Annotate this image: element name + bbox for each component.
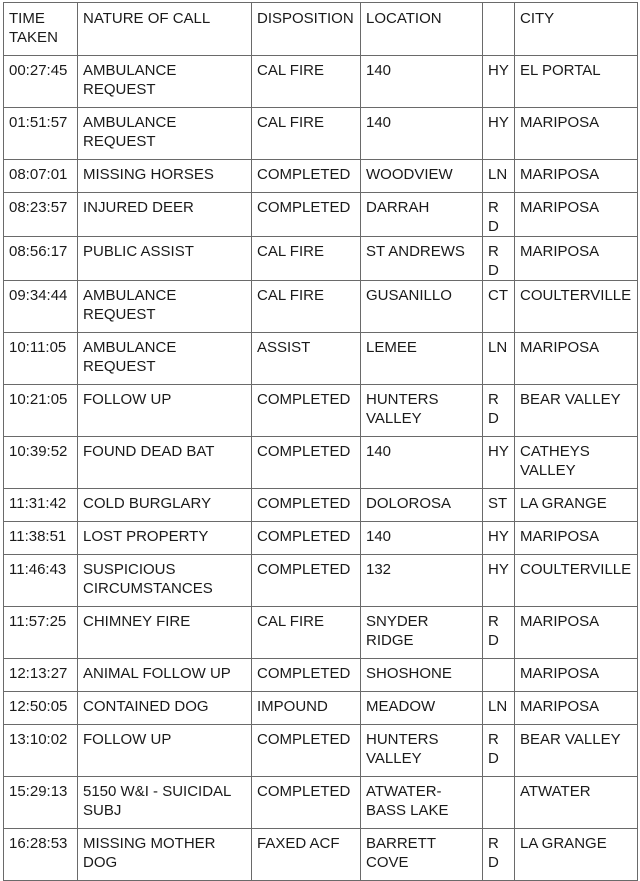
cell-city: MARIPOSA (515, 333, 638, 385)
table-row (4, 56, 638, 108)
cell-time: 00:27:45 (4, 56, 78, 108)
cell-suffix: RD (483, 725, 515, 777)
cell-suffix: RD (483, 829, 515, 881)
cell-suffix: HY (483, 522, 515, 555)
cell-time: 10:21:05 (4, 385, 78, 437)
cell-time: 12:50:05 (4, 692, 78, 725)
cell-city: EL PORTAL (515, 56, 638, 108)
cell-suffix: CT (483, 281, 515, 333)
cell-nature: LOST PROPERTY (78, 522, 252, 555)
cell-suffix (483, 659, 515, 692)
cell-suffix: LN (483, 333, 515, 385)
cell-time: 11:57:25 (4, 607, 78, 659)
cell-suffix: RD (483, 193, 515, 237)
table-row (4, 437, 638, 489)
cell-time: 10:39:52 (4, 437, 78, 489)
header-nature-of-call: NATURE OF CALL (78, 3, 252, 56)
cell-city: MARIPOSA (515, 522, 638, 555)
table-row (4, 522, 638, 555)
cell-location: HUNTERS VALLEY (361, 385, 483, 437)
cell-nature: CHIMNEY FIRE (78, 607, 252, 659)
cell-suffix: RD (483, 385, 515, 437)
table-row (4, 193, 638, 237)
table-row (4, 489, 638, 522)
table-row (4, 281, 638, 333)
cell-disposition: COMPLETED (252, 437, 361, 489)
cell-suffix: ST (483, 489, 515, 522)
table-row (4, 725, 638, 777)
cell-location: SHOSHONE (361, 659, 483, 692)
cell-city: MARIPOSA (515, 607, 638, 659)
cell-disposition: COMPLETED (252, 555, 361, 607)
cell-nature: INJURED DEER (78, 193, 252, 237)
cell-suffix: HY (483, 437, 515, 489)
table-row (4, 607, 638, 659)
cell-location: SNYDER RIDGE (361, 607, 483, 659)
cell-nature: AMBULANCE REQUEST (78, 281, 252, 333)
cell-suffix: RD (483, 237, 515, 281)
header-city: CITY (515, 3, 638, 56)
cell-location: LEMEE (361, 333, 483, 385)
cell-nature: ANIMAL FOLLOW UP (78, 659, 252, 692)
cell-city: MARIPOSA (515, 692, 638, 725)
cell-location: DARRAH (361, 193, 483, 237)
cell-location: BARRETT COVE (361, 829, 483, 881)
cell-nature: AMBULANCE REQUEST (78, 56, 252, 108)
cell-city: MARIPOSA (515, 237, 638, 281)
header-time-taken: TIME TAKEN (4, 3, 78, 56)
table-row (4, 237, 638, 281)
table-row (4, 777, 638, 829)
cell-nature: FOLLOW UP (78, 725, 252, 777)
cell-time: 15:29:13 (4, 777, 78, 829)
cell-disposition: IMPOUND (252, 692, 361, 725)
cell-disposition: CAL FIRE (252, 237, 361, 281)
cell-nature: PUBLIC ASSIST (78, 237, 252, 281)
cell-disposition: CAL FIRE (252, 56, 361, 108)
cell-city: BEAR VALLEY (515, 385, 638, 437)
cell-city: COULTERVILLE (515, 555, 638, 607)
cell-location: MEADOW (361, 692, 483, 725)
cell-time: 11:46:43 (4, 555, 78, 607)
cell-location: 140 (361, 56, 483, 108)
table-row (4, 108, 638, 160)
cell-city: ATWATER (515, 777, 638, 829)
cell-disposition: COMPLETED (252, 160, 361, 193)
cell-time: 16:28:53 (4, 829, 78, 881)
cell-disposition: COMPLETED (252, 522, 361, 555)
cell-time: 08:07:01 (4, 160, 78, 193)
cell-suffix: HY (483, 555, 515, 607)
cell-city: BEAR VALLEY (515, 725, 638, 777)
cell-time: 09:34:44 (4, 281, 78, 333)
cell-city: LA GRANGE (515, 489, 638, 522)
table-row (4, 829, 638, 881)
header-location: LOCATION (361, 3, 483, 56)
cell-location: ST ANDREWS (361, 237, 483, 281)
cell-suffix: RD (483, 607, 515, 659)
table-row (4, 333, 638, 385)
cell-time: 08:23:57 (4, 193, 78, 237)
cell-nature: AMBULANCE REQUEST (78, 108, 252, 160)
cell-disposition: CAL FIRE (252, 607, 361, 659)
cell-disposition: COMPLETED (252, 725, 361, 777)
cell-location: 132 (361, 555, 483, 607)
cell-nature: COLD BURGLARY (78, 489, 252, 522)
cell-disposition: COMPLETED (252, 385, 361, 437)
cell-nature: FOUND DEAD BAT (78, 437, 252, 489)
cell-nature: CONTAINED DOG (78, 692, 252, 725)
cell-disposition: FAXED ACF (252, 829, 361, 881)
cell-disposition: CAL FIRE (252, 281, 361, 333)
cell-disposition: COMPLETED (252, 777, 361, 829)
cell-time: 13:10:02 (4, 725, 78, 777)
cell-time: 08:56:17 (4, 237, 78, 281)
cell-disposition: COMPLETED (252, 659, 361, 692)
cell-time: 12:13:27 (4, 659, 78, 692)
cell-nature: FOLLOW UP (78, 385, 252, 437)
cell-location: HUNTERS VALLEY (361, 725, 483, 777)
cell-location: ATWATER-BASS LAKE (361, 777, 483, 829)
cell-city: MARIPOSA (515, 160, 638, 193)
table-row (4, 385, 638, 437)
cell-city: MARIPOSA (515, 193, 638, 237)
cell-suffix: LN (483, 160, 515, 193)
cell-nature: AMBULANCE REQUEST (78, 333, 252, 385)
call-log-table (3, 2, 638, 881)
cell-suffix: HY (483, 56, 515, 108)
cell-time: 11:38:51 (4, 522, 78, 555)
table-row (4, 659, 638, 692)
header-disposition: DISPOSITION (252, 3, 361, 56)
cell-nature: SUSPICIOUS CIRCUMSTANCES (78, 555, 252, 607)
cell-disposition: COMPLETED (252, 193, 361, 237)
cell-nature: MISSING MOTHER DOG (78, 829, 252, 881)
cell-disposition: CAL FIRE (252, 108, 361, 160)
table-row (4, 160, 638, 193)
cell-location: WOODVIEW (361, 160, 483, 193)
cell-city: COULTERVILLE (515, 281, 638, 333)
cell-suffix: HY (483, 108, 515, 160)
table-row (4, 692, 638, 725)
cell-city: MARIPOSA (515, 659, 638, 692)
cell-location: 140 (361, 108, 483, 160)
cell-city: LA GRANGE (515, 829, 638, 881)
cell-time: 10:11:05 (4, 333, 78, 385)
call-log-body (4, 56, 638, 881)
cell-disposition: ASSIST (252, 333, 361, 385)
cell-time: 11:31:42 (4, 489, 78, 522)
header-row (4, 3, 638, 56)
cell-location: GUSANILLO (361, 281, 483, 333)
cell-nature: 5150 W&I - SUICIDAL SUBJ (78, 777, 252, 829)
cell-location: DOLOROSA (361, 489, 483, 522)
cell-city: CATHEYS VALLEY (515, 437, 638, 489)
cell-time: 01:51:57 (4, 108, 78, 160)
cell-suffix (483, 777, 515, 829)
cell-city: MARIPOSA (515, 108, 638, 160)
cell-disposition: COMPLETED (252, 489, 361, 522)
cell-location: 140 (361, 522, 483, 555)
table-row (4, 555, 638, 607)
cell-location: 140 (361, 437, 483, 489)
header-street-suffix (483, 3, 515, 56)
cell-nature: MISSING HORSES (78, 160, 252, 193)
cell-suffix: LN (483, 692, 515, 725)
